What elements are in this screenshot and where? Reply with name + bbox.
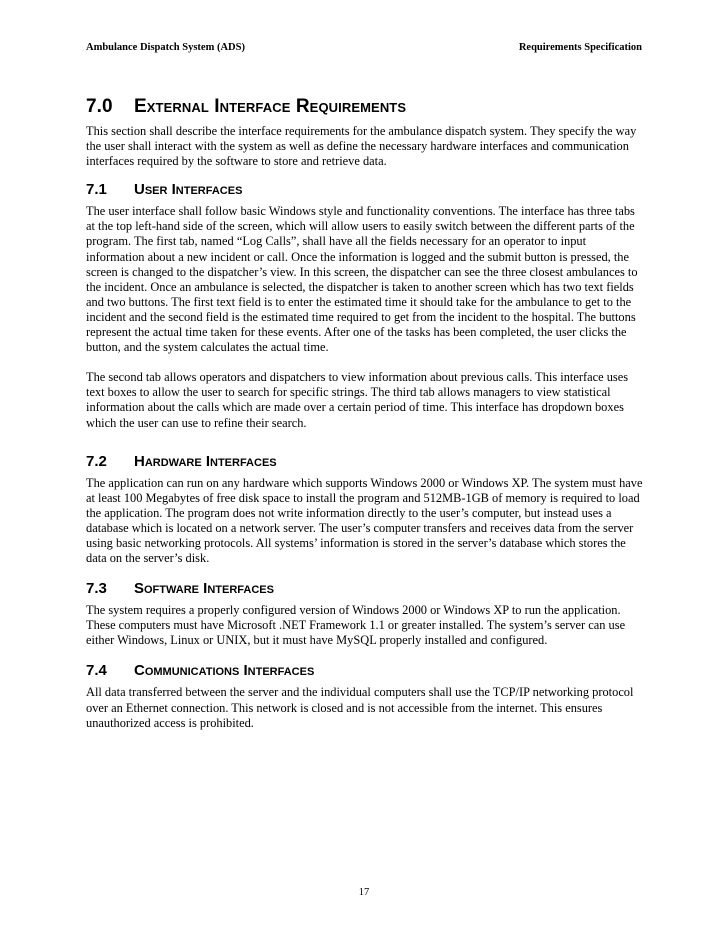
subsection-heading-communications-interfaces	[86, 662, 646, 679]
subsection-heading-user-interfaces	[86, 181, 646, 198]
page-content	[86, 96, 646, 731]
subsection-number: 7.1	[86, 181, 107, 199]
subsection-heading-hardware-interfaces	[86, 453, 646, 470]
subsection-heading-software-interfaces	[86, 580, 646, 597]
communications-interfaces-paragraph: All data transferred between the server and the individual computers shall use the TCP/IP networking protocol over an Ethernet connection. This network is closed and is not accessible from the internet. This ensures unauthorized access is prohibited.	[86, 685, 634, 730]
header-document-title: Ambulance Dispatch System (ADS)	[86, 42, 245, 53]
user-interfaces-paragraph-2: The second tab allows operators and dispatchers to view information about previous calls. This interface uses text boxes to allow the user to search for specific strings. The third tab allows managers to view statistical information about the calls which are made over a certain period of time. This interface has dropdown boxes which the user can use to refine their search.	[86, 370, 629, 430]
software-interfaces-paragraph: The system requires a properly configured version of Windows 2000 or Windows XP to run the application. These computers must have Microsoft .NET Framework 1.1 or greater installed. The system’s server can use either Windows, Linux or UNIX, but it must have MySQL properly installed and configured.	[86, 603, 626, 648]
subsection-title: Software Interfaces	[134, 580, 274, 598]
section-intro-paragraph: This section shall describe the interface requirements for the ambulance dispatch system. They specify the way the user shall interact with the system as well as define the necessary hardware interfaces and communication interfaces required by the software to store and retrieve data.	[86, 124, 637, 169]
page-number: 17	[358, 887, 370, 898]
section-number: 7.0	[86, 96, 113, 117]
section-heading	[86, 96, 646, 118]
subsection-number: 7.4	[86, 662, 107, 680]
subsection-number: 7.2	[86, 452, 107, 470]
subsection-title: Communications Interfaces	[134, 662, 315, 680]
subsection-number: 7.3	[86, 580, 107, 598]
header-document-type: Requirements Specification	[518, 42, 642, 53]
subsection-title: User Interfaces	[134, 181, 243, 199]
hardware-interfaces-paragraph: The application can run on any hardware which supports Windows 2000 or Windows XP. The system must have at least 100 Megabytes of free disk space to install the program and 512MB-1GB of memory is required to load the application. The program does not write information directly to the user’s computer, but instead uses a database which is located on a network server. The user’s computer transfers and receives data from the server using basic networking protocols. All systems’ information is stored in the server’s database which stores the data on the server’s disk.	[86, 475, 643, 566]
page-header	[86, 42, 642, 53]
page-footer	[0, 887, 728, 898]
subsection-title: Hardware Interfaces	[134, 452, 277, 470]
user-interfaces-paragraph-1: The user interface shall follow basic Windows style and functionality conventions. The interface has three tabs at the top left-hand side of the screen, which will allow users to easily switch between the different parts of the program. The first tab, named “Log Calls”, shall have all the fields necessary for an operator to input information about a new incident or call. Once the information is logged and the submit button is pressed, the screen is changed to the dispatcher’s view. In this screen, the dispatcher can see the three closest ambulances to the incident. Once an ambulance is selected, the dispatcher is taken to another screen which has two text fields and two buttons. The first text field is to enter the estimated time it should take for the ambulance to get to the incident and the second field is the estimated time required to get from the incident to the hospital. The buttons represent the actual time taken for these events. After one of the tasks has been completed, the user clicks the button, and the system calculates the actual time.	[86, 204, 638, 355]
section-title: External Interface Requirements	[134, 96, 407, 117]
